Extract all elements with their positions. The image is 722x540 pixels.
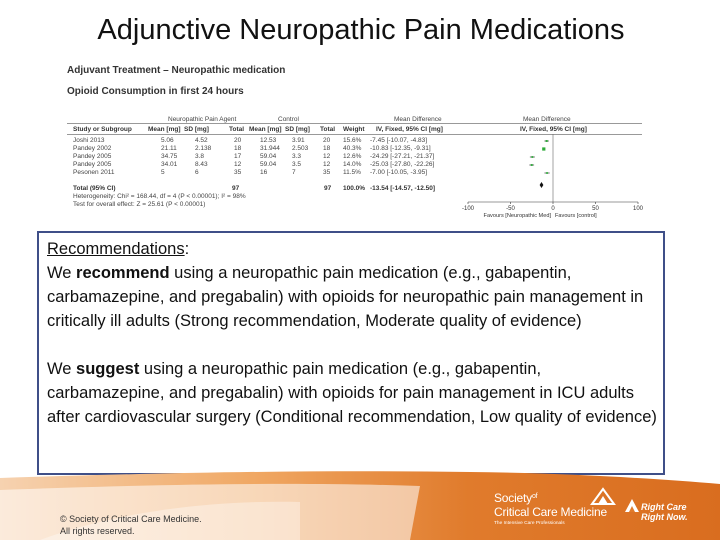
group-mean-difference: Mean Difference	[394, 116, 442, 123]
forest-subheading: Opioid Consumption in first 24 hours	[67, 86, 244, 97]
total-n-ctrl: 97	[324, 185, 332, 192]
cell-sd-exp: 8.43	[195, 161, 208, 168]
col-mean-ctrl: Mean [mg]	[249, 126, 282, 133]
recommendation-conditional	[47, 357, 663, 429]
pooled-diamond	[540, 182, 544, 188]
recommendation-box	[37, 231, 665, 475]
cell-sd-exp: 3.8	[195, 153, 205, 160]
rcrn-mountain-icon	[624, 497, 640, 513]
favours-left-label: Favours [Neuropathic Med]	[483, 213, 551, 219]
total-label: Total (95% CI)	[73, 185, 116, 192]
study-marker	[542, 147, 545, 150]
cell-sd-ctrl: 3.3	[292, 153, 302, 160]
cell-n-ctrl: 12	[323, 161, 331, 168]
cell-weight: 15.6%	[343, 137, 362, 144]
group-mean-difference-plot: Mean Difference	[523, 116, 571, 123]
cell-sd-ctrl: 3.91	[292, 137, 305, 144]
rec2-prefix: We	[47, 360, 77, 378]
cell-n-exp: 18	[234, 145, 242, 152]
rec1-verb: recommend	[76, 264, 170, 282]
copyright-notice	[60, 513, 202, 537]
cell-ci: -25.03 [-27.80, -22.26]	[370, 161, 435, 168]
rec1-prefix: We	[47, 264, 77, 282]
cell-weight: 14.0%	[343, 161, 362, 168]
cell-study: Pandey 2005	[73, 161, 112, 168]
col-total-exp: Total	[229, 126, 245, 133]
cell-ci: -10.83 [-12.35, -9.31]	[370, 145, 431, 152]
col-ci: IV, Fixed, 95% CI [mg]	[376, 126, 443, 133]
col-total-ctrl: Total	[320, 126, 336, 133]
col-sd-ctrl: SD [mg]	[285, 126, 310, 133]
cell-mean-ctrl: 59.04	[260, 153, 277, 160]
cell-ci: -24.29 [-27.21, -21.37]	[370, 153, 435, 160]
cell-sd-ctrl: 3.5	[292, 161, 302, 168]
rcrn-line2: Right Now.	[641, 512, 688, 522]
col-study: Study or Subgroup	[73, 126, 132, 133]
cell-study: Joshi 2013	[73, 137, 105, 144]
cell-n-exp: 12	[234, 161, 242, 168]
x-tick-label: -50	[506, 206, 515, 212]
total-ci: -13.54 [-14.57, -12.50]	[370, 185, 436, 192]
cell-n-exp: 20	[234, 137, 242, 144]
cell-mean-ctrl: 16	[260, 169, 268, 176]
copyright-line1: © Society of Critical Care Medicine.	[60, 514, 202, 524]
sccm-name-line2: Critical Care Medicine	[494, 505, 607, 519]
recommendation-heading-colon: :	[184, 240, 190, 258]
sccm-name-line1: Society$^{of}$	[494, 491, 538, 505]
cell-mean-exp: 5	[161, 169, 165, 176]
cell-mean-ctrl: 59.04	[260, 161, 277, 168]
rec2-verb: suggest	[76, 360, 140, 378]
cell-mean-ctrl: 31.944	[260, 145, 280, 152]
cell-mean-exp: 5.06	[161, 137, 174, 144]
cell-sd-ctrl: 7	[292, 169, 296, 176]
col-mean-exp: Mean [mg]	[148, 126, 181, 133]
right-care-right-now-logo[interactable]	[641, 502, 688, 522]
cell-ci: -7.45 [-10.07, -4.83]	[370, 137, 428, 144]
rec1-body: using a neuropathic pain medication (e.g., gabapentin, carbamazepine, and pregabalin) with opioids for neuropathic pain management in critically ill adults (Strong recommendation, Moderate quality of evidence)	[47, 264, 644, 330]
x-tick-label: -100	[461, 206, 475, 212]
cell-mean-exp: 34.01	[161, 161, 178, 168]
cell-weight: 12.6%	[343, 153, 362, 160]
cell-sd-exp: 6	[195, 169, 199, 176]
forest-heading: Adjuvant Treatment – Neuropathic medication	[67, 65, 286, 76]
cell-ci: -7.00 [-10.05, -3.95]	[370, 169, 428, 176]
recommendation-strong	[47, 261, 663, 333]
study-marker	[546, 172, 548, 174]
study-marker	[531, 156, 533, 158]
cell-weight: 11.5%	[343, 169, 361, 176]
col-weight: Weight	[343, 126, 365, 133]
cell-study: Pandey 2002	[73, 145, 112, 152]
slide-title: Adjunctive Neuropathic Pain Medications	[97, 14, 625, 46]
total-weight: 100.0%	[343, 185, 366, 192]
cell-study: Pesonen 2011	[73, 169, 115, 176]
forest-plot-graphic	[462, 120, 642, 220]
sccm-mountain-icon	[591, 487, 615, 505]
overall-effect-text: Test for overall effect: Z = 25.61 (P < 0.00001)	[73, 201, 206, 208]
cell-n-ctrl: 12	[323, 153, 331, 160]
forest-plot	[64, 62, 656, 222]
cell-sd-exp: 4.52	[195, 137, 208, 144]
cell-n-exp: 35	[234, 169, 242, 176]
group-control: Control	[278, 116, 299, 123]
x-tick-label: 100	[632, 206, 644, 212]
rcrn-line1: Right Care	[641, 502, 687, 512]
sccm-tagline: The Intensive Care Professionals	[494, 521, 565, 526]
heterogeneity-text: Heterogeneity: Chi² = 168.44, df = 4 (P < 0.00001); I² = 98%	[73, 193, 246, 200]
rec2-body: using a neuropathic pain medication (e.g., gabapentin, carbamazepine, and pregabalin) with opioids for pain management in ICU adults after cardiovascular surgery (Conditional recommendation, Low quality of evidence)	[47, 360, 657, 426]
cell-n-ctrl: 35	[323, 169, 331, 176]
cell-weight: 40.3%	[343, 145, 362, 152]
cell-sd-exp: 2.138	[195, 145, 212, 152]
total-n-exp: 97	[232, 185, 240, 192]
cell-sd-ctrl: 2.503	[292, 145, 309, 152]
copyright-line2: All rights reserved.	[60, 526, 135, 536]
recommendation-heading: Recommendations	[47, 240, 185, 258]
cell-n-ctrl: 20	[323, 137, 331, 144]
study-marker	[531, 164, 533, 166]
study-marker	[546, 140, 548, 142]
cell-n-ctrl: 18	[323, 145, 331, 152]
cell-study: Pandey 2005	[73, 153, 112, 160]
group-experimental: Neuropathic Pain Agent	[168, 116, 237, 123]
x-tick-label: 0	[551, 206, 555, 212]
col-ci-plot: IV, Fixed, 95% CI [mg]	[520, 126, 587, 133]
cell-mean-exp: 21.11	[161, 145, 177, 152]
cell-mean-ctrl: 12.53	[260, 137, 277, 144]
favours-right-label: Favours [control]	[555, 213, 597, 219]
col-sd-exp: SD [mg]	[184, 126, 209, 133]
cell-mean-exp: 34.75	[161, 153, 178, 160]
cell-n-exp: 17	[234, 153, 242, 160]
recommendation-text	[47, 237, 663, 429]
x-tick-label: 50	[592, 206, 599, 212]
